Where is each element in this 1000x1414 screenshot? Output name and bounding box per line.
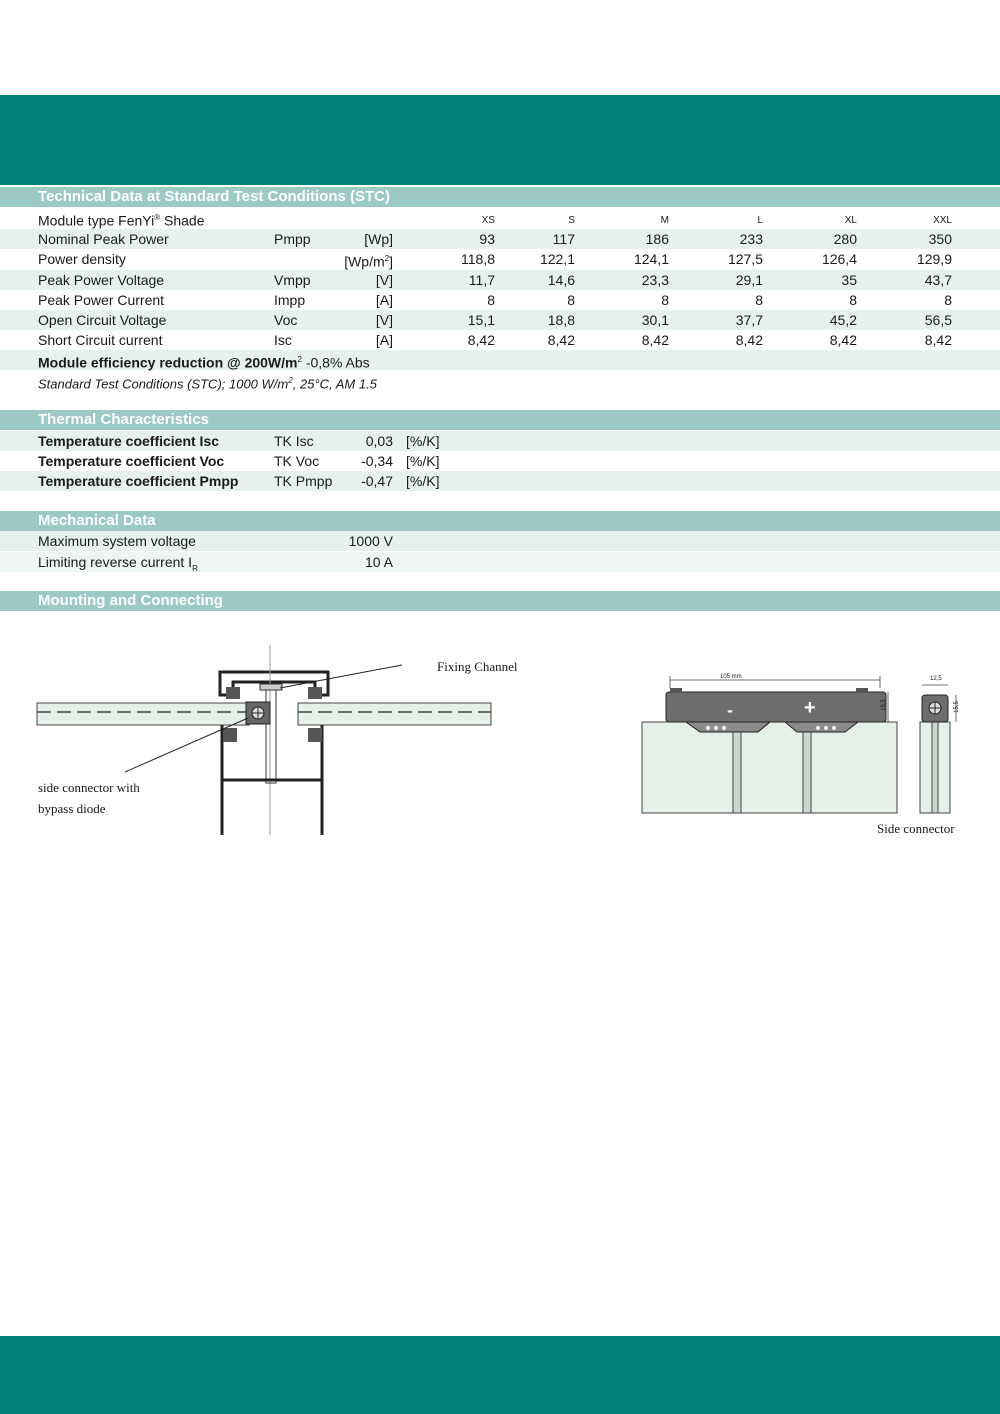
current-value: 10 A	[364, 554, 393, 570]
row-symbol: TK Voc	[274, 453, 320, 469]
table-row	[0, 531, 1000, 551]
row-unit: [V]	[375, 312, 393, 328]
row-unit: [V]	[375, 272, 393, 288]
table-row	[0, 431, 1000, 451]
row-label: Peak Power Current	[38, 292, 165, 308]
row-symbol: TK Isc	[274, 433, 314, 449]
value-l: 233	[739, 231, 763, 247]
value-xl: 126,4	[821, 251, 857, 267]
plus-sign: +	[804, 697, 816, 719]
row-label: Short Circuit current	[38, 332, 163, 348]
row-unit: $[Wp/m^2]$	[344, 253, 393, 270]
efficiency-label: Module efficiency reduction @ $200W/m^2$ -0,8% Abs	[38, 354, 370, 371]
side-connector-diagram	[640, 670, 970, 820]
value-m: 124,1	[633, 251, 669, 267]
voltage-value: 1000 V	[348, 533, 393, 549]
minus-sign: -	[727, 700, 733, 720]
current-label: Limiting reverse current $I_R$	[38, 554, 198, 573]
row-symbol: Voc	[274, 312, 298, 328]
row-unit: [%/K]	[406, 473, 440, 489]
value-l: 127,5	[727, 251, 763, 267]
value-xs: 93	[479, 231, 495, 247]
conditions-note: Standard Test Conditions (STC); 1000 $W/m^2$, 25°C, AM 1.5	[38, 376, 377, 392]
row-value: 0,03	[365, 433, 393, 449]
value-xxl: 129,9	[916, 251, 952, 267]
row-symbol: TK Pmpp	[274, 473, 333, 489]
value-xxl: 8,42	[924, 332, 952, 348]
row-symbol: Isc	[274, 332, 292, 348]
value-s: 8	[567, 292, 575, 308]
value-l: 8	[755, 292, 763, 308]
row-label: Nominal Peak Power	[38, 231, 169, 247]
table-row	[0, 249, 1000, 269]
value-m: 30,1	[641, 312, 669, 328]
module-type-label: Module type FenYi® Shade	[38, 212, 205, 229]
table-row	[0, 270, 1000, 290]
module-type-row	[0, 208, 1000, 228]
row-label: Temperature coefficient Isc	[38, 433, 220, 449]
value-m: 23,3	[641, 272, 669, 288]
size-s: S	[568, 215, 575, 226]
value-xxl: 56,5	[924, 312, 952, 328]
value-s: 18,8	[547, 312, 575, 328]
value-xs: 118,8	[461, 251, 495, 267]
row-label: Open Circuit Voltage	[38, 312, 167, 328]
conditions-row	[0, 371, 1000, 391]
value-s: 117	[552, 231, 575, 247]
row-label: Temperature coefficient Pmpp	[38, 473, 239, 489]
size-xl: XL	[844, 215, 857, 226]
row-symbol: Vmpp	[274, 272, 311, 288]
row-label: Temperature coefficient Voc	[38, 453, 225, 469]
side-connector-label-line2: bypass diode	[38, 801, 106, 816]
dimension-small-height: 15,5	[953, 701, 960, 713]
value-xs: 8,42	[467, 332, 495, 348]
value-s: 8,42	[547, 332, 575, 348]
value-xl: 8	[849, 292, 857, 308]
mechanical-section-title: Mechanical Data	[0, 511, 1000, 531]
table-row	[0, 471, 1000, 491]
row-symbol: Pmpp	[274, 231, 311, 247]
table-row	[0, 451, 1000, 471]
row-unit: [A]	[375, 332, 393, 348]
table-row	[0, 229, 1000, 249]
value-xxl: 350	[928, 231, 952, 247]
row-value: -0,34	[361, 453, 393, 469]
value-xs: 15,1	[467, 312, 495, 328]
value-s: 14,6	[547, 272, 575, 288]
dimension-height: 15,5	[880, 699, 887, 711]
table-row	[0, 330, 1000, 350]
fixing-channel-label: Fixing Channel	[437, 659, 518, 674]
value-m: 8,42	[641, 332, 669, 348]
value-xs: 8	[487, 292, 495, 308]
mounting-section-title: Mounting and Connecting	[0, 591, 1000, 611]
size-l: L	[757, 215, 763, 226]
side-connector-caption: Side connector	[877, 821, 955, 836]
row-value: -0,47	[361, 473, 393, 489]
value-l: 8,42	[735, 332, 763, 348]
side-connector-label-line1: side connector with	[38, 780, 140, 795]
row-unit: [A]	[375, 292, 393, 308]
value-xl: 8,42	[829, 332, 857, 348]
table-row	[0, 290, 1000, 310]
dimension-small-width: 12,5	[930, 676, 942, 682]
value-s: 122,1	[539, 251, 575, 267]
row-label: Power density	[38, 251, 126, 267]
value-xl: 280	[833, 231, 857, 247]
value-xs: 11,7	[468, 272, 495, 288]
row-unit: [Wp]	[364, 231, 393, 247]
table-row	[0, 310, 1000, 330]
value-xxl: 8	[944, 292, 952, 308]
table-row	[0, 552, 1000, 572]
value-xxl: 43,7	[924, 272, 952, 288]
row-unit: [%/K]	[406, 433, 440, 449]
value-l: 37,7	[735, 312, 763, 328]
row-unit: [%/K]	[406, 453, 440, 469]
top-banner	[0, 95, 1000, 185]
value-xl: 35	[841, 272, 857, 288]
row-symbol: Impp	[274, 292, 306, 308]
value-xl: 45,2	[829, 312, 857, 328]
thermal-section-title: Thermal Characteristics	[0, 410, 1000, 430]
size-m: M	[660, 215, 669, 226]
efficiency-row	[0, 350, 1000, 370]
stc-section-title: Technical Data at Standard Test Conditions (STC)	[0, 187, 1000, 207]
value-l: 29,1	[735, 272, 763, 288]
size-xs: XS	[481, 215, 495, 226]
size-xxl: XXL	[933, 215, 952, 226]
voltage-label: Maximum system voltage	[38, 533, 196, 549]
row-label: Peak Power Voltage	[38, 272, 165, 288]
value-m: 186	[645, 231, 669, 247]
bottom-banner	[0, 1336, 1000, 1414]
value-m: 8	[661, 292, 669, 308]
dimension-width: 105 mm	[720, 674, 742, 680]
